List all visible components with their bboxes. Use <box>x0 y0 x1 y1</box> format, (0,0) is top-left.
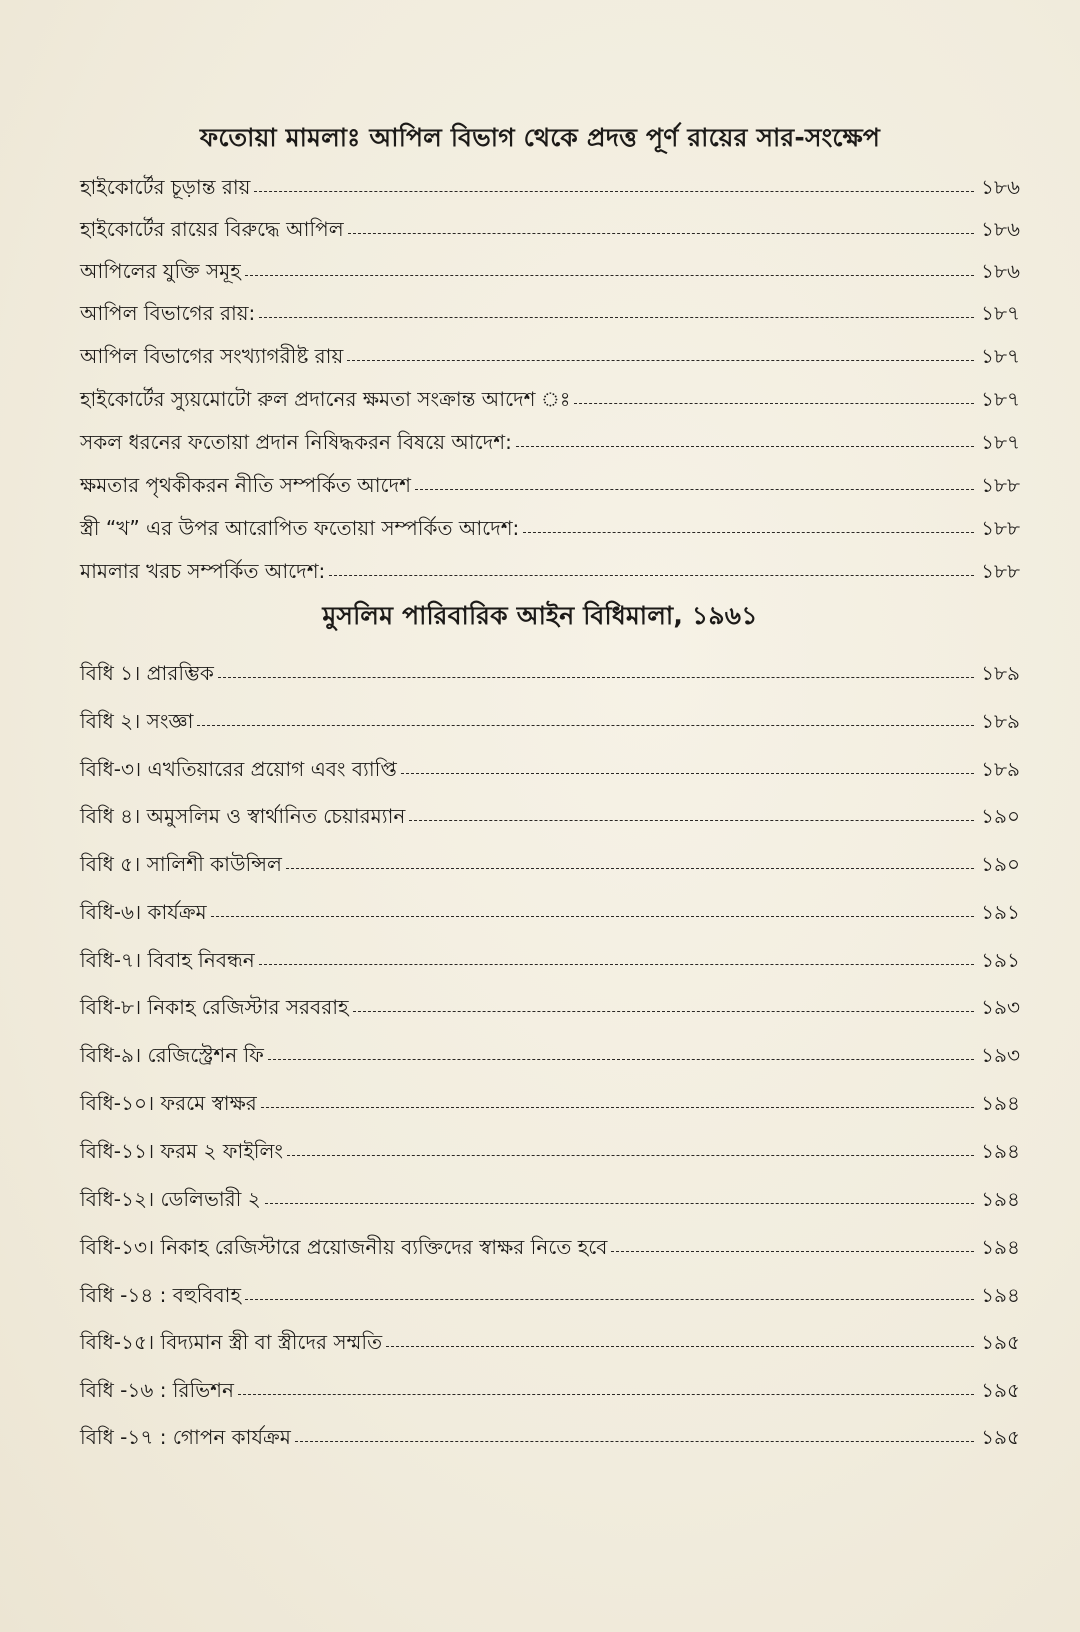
toc-entry <box>80 1371 1020 1403</box>
toc-entry-page: ১৮৮ <box>981 473 1020 497</box>
leader-dots <box>261 1107 974 1108</box>
toc-entry <box>80 845 1020 877</box>
toc-entry-page: ১৯৪ <box>981 1283 1020 1307</box>
leader-dots <box>287 1155 974 1156</box>
toc-entry <box>80 252 1020 284</box>
toc-entry <box>80 168 1020 200</box>
toc-entry-page: ১৮৮ <box>981 559 1020 583</box>
leader-dots <box>574 403 974 404</box>
toc-entry-page: ১৮৯ <box>981 661 1020 685</box>
toc-entry <box>80 1228 1020 1260</box>
toc-entry-page: ১৯৪ <box>981 1139 1020 1163</box>
toc-entry-page: ১৮৭ <box>981 344 1020 368</box>
toc-entry-page: ১৯১ <box>981 900 1020 924</box>
toc-entry-page: ১৯৪ <box>981 1091 1020 1115</box>
toc-entry-label: ক্ষমতার পৃথকীকরন নীতি সম্পর্কিত আদেশ <box>80 473 411 497</box>
leader-dots <box>211 916 974 917</box>
leader-dots <box>259 964 974 965</box>
toc-entry-label: বিধি -১৪ : বহুবিবাহ <box>80 1283 241 1307</box>
toc-entry-page: ১৯৪ <box>981 1187 1020 1211</box>
toc-entry-page: ১৮৭ <box>981 301 1020 325</box>
toc-entry-label: বিধি -১৬ : রিভিশন <box>80 1378 234 1402</box>
toc-entry-label: বিধি ৪। অমুসলিম ও স্বার্থানিত চেয়ারম্যান <box>80 804 406 828</box>
toc-entry <box>80 423 1020 455</box>
toc-entry-page: ১৮৬ <box>981 175 1020 199</box>
toc-entry <box>80 1323 1020 1355</box>
toc-entry-page: ১৯৫ <box>981 1378 1020 1402</box>
toc-entry-page: ১৯৫ <box>981 1425 1020 1449</box>
leader-dots <box>353 1011 974 1012</box>
leader-dots <box>611 1251 974 1252</box>
section-heading-muslim-family-law-rules: মুসলিম পারিবারিক আইন বিধিমালা, ১৯৬১ <box>322 601 758 630</box>
leader-dots <box>295 1441 974 1442</box>
leader-dots <box>238 1394 974 1395</box>
leader-dots <box>409 820 974 821</box>
toc-entry-label: বিধি-৮। নিকাহ রেজিস্টার সরবরাহ <box>80 995 349 1019</box>
toc-entry-label: বিধি -১৭ : গোপন কার্যক্রম <box>80 1425 291 1449</box>
toc-entry <box>80 1418 1020 1450</box>
toc-entry <box>80 1276 1020 1308</box>
toc-entry-label: স্ত্রী “খ” এর উপর আরোপিত ফতোয়া সম্পর্কিত আদেশ: <box>80 516 520 540</box>
toc-entry-label: সকল ধরনের ফতোয়া প্রদান নিষিদ্ধকরন বিষয়ে আদেশ: <box>80 430 512 454</box>
toc-entry-label: বিধি-৯। রেজিস্ট্রেশন ফি <box>80 1043 264 1067</box>
toc-entry-page: ১৮৯ <box>981 709 1020 733</box>
toc-entry <box>80 1180 1020 1212</box>
toc-entry <box>80 750 1020 782</box>
toc-entry-label: বিধি-১১। ফরম ২ ফাইলিং <box>80 1139 283 1163</box>
toc-entry <box>80 380 1020 412</box>
toc-entry-label: বিধি-১০। ফরমে স্বাক্ষর <box>80 1091 257 1115</box>
toc-entry-label: মামলার খরচ সম্পর্কিত আদেশ: <box>80 559 326 583</box>
leader-dots <box>218 677 974 678</box>
toc-entry-label: বিধি ৫। সালিশী কাউন্সিল <box>80 852 282 876</box>
toc-entry-page: ১৮৬ <box>981 217 1020 241</box>
toc-entry <box>80 1132 1020 1164</box>
toc-entry-page: ১৯৩ <box>981 995 1020 1019</box>
toc-entry <box>80 1036 1020 1068</box>
toc-entry-label: বিধি-১৩। নিকাহ রেজিস্টারে প্রয়োজনীয় ব্যক্তিদের স্বাক্ষর নিতে হবে <box>80 1235 608 1259</box>
leader-dots <box>245 275 974 276</box>
leader-dots <box>347 360 974 361</box>
leader-dots <box>523 532 974 533</box>
toc-entry-label: বিধি-৭। বিবাহ নিবন্ধন <box>80 948 255 972</box>
toc-entry-page: ১৮৯ <box>981 757 1020 781</box>
leader-dots <box>254 191 974 192</box>
leader-dots <box>259 317 974 318</box>
toc-entry-label: হাইকোর্টের রায়ের বিরুদ্ধে আপিল <box>80 217 344 241</box>
toc-entry <box>80 988 1020 1020</box>
toc-entry-label: বিধি-১২। ডেলিভারী ২ <box>80 1187 261 1211</box>
toc-entry-label: বিধি-৩। এখতিয়ারের প্রয়োগ এবং ব্যাপ্তি <box>80 757 397 781</box>
toc-entry-page: ১৮৭ <box>981 430 1020 454</box>
toc-entry <box>80 702 1020 734</box>
toc-entry-page: ১৯১ <box>981 948 1020 972</box>
toc-entry-label: হাইকোর্টের চূড়ান্ত রায় <box>80 175 251 199</box>
toc-entry-label: আপিলের যুক্তি সমূহ <box>80 259 241 283</box>
leader-dots <box>415 489 974 490</box>
toc-entry-page: ১৮৭ <box>981 387 1020 411</box>
toc-entry <box>80 552 1020 584</box>
toc-entry <box>80 893 1020 925</box>
section-heading-fatwa-case: ফতোয়া মামলাঃ আপিল বিভাগ থেকে প্রদত্ত পূর্ণ রায়ের সার-সংক্ষেপ <box>199 123 881 152</box>
leader-dots <box>197 725 974 726</box>
leader-dots <box>265 1203 974 1204</box>
toc-entry <box>80 509 1020 541</box>
toc-entry-label: আপিল বিভাগের সংখ্যাগরীষ্ট রায় <box>80 344 344 368</box>
leader-dots <box>268 1059 974 1060</box>
toc-entry-page: ১৯৩ <box>981 1043 1020 1067</box>
toc-entry-page: ১৯৫ <box>981 1330 1020 1354</box>
toc-entry <box>80 797 1020 829</box>
leader-dots <box>348 233 974 234</box>
toc-entry-label: বিধি-১৫। বিদ্যমান স্ত্রী বা স্ত্রীদের সম্মতি <box>80 1330 383 1354</box>
toc-entry-label: বিধি ২। সংজ্ঞা <box>80 709 194 733</box>
toc-entry-label: বিধি-৬। কার্যক্রম <box>80 900 207 924</box>
toc-entry-page: ১৮৮ <box>981 516 1020 540</box>
leader-dots <box>516 446 974 447</box>
leader-dots <box>401 773 974 774</box>
toc-entry-label: বিধি ১। প্রারম্ভিক <box>80 661 214 685</box>
leader-dots <box>329 575 974 576</box>
toc-entry <box>80 337 1020 369</box>
toc-entry-label: হাইকোর্টের স্যুয়মোটো রুল প্রদানের ক্ষমতা সংক্রান্ত আদেশ ঃ <box>80 387 571 411</box>
toc-entry <box>80 941 1020 973</box>
toc-entry <box>80 1084 1020 1116</box>
toc-entry <box>80 210 1020 242</box>
toc-entry-page: ১৯০ <box>981 804 1020 828</box>
toc-entry <box>80 654 1020 686</box>
leader-dots <box>386 1346 974 1347</box>
toc-entry <box>80 466 1020 498</box>
toc-entry-page: ১৯০ <box>981 852 1020 876</box>
toc-entry-page: ১৯৪ <box>981 1235 1020 1259</box>
toc-entry-page: ১৮৬ <box>981 259 1020 283</box>
leader-dots <box>286 868 974 869</box>
toc-entry <box>80 294 1020 326</box>
toc-entry-label: আপিল বিভাগের রায়: <box>80 301 256 325</box>
leader-dots <box>245 1299 974 1300</box>
